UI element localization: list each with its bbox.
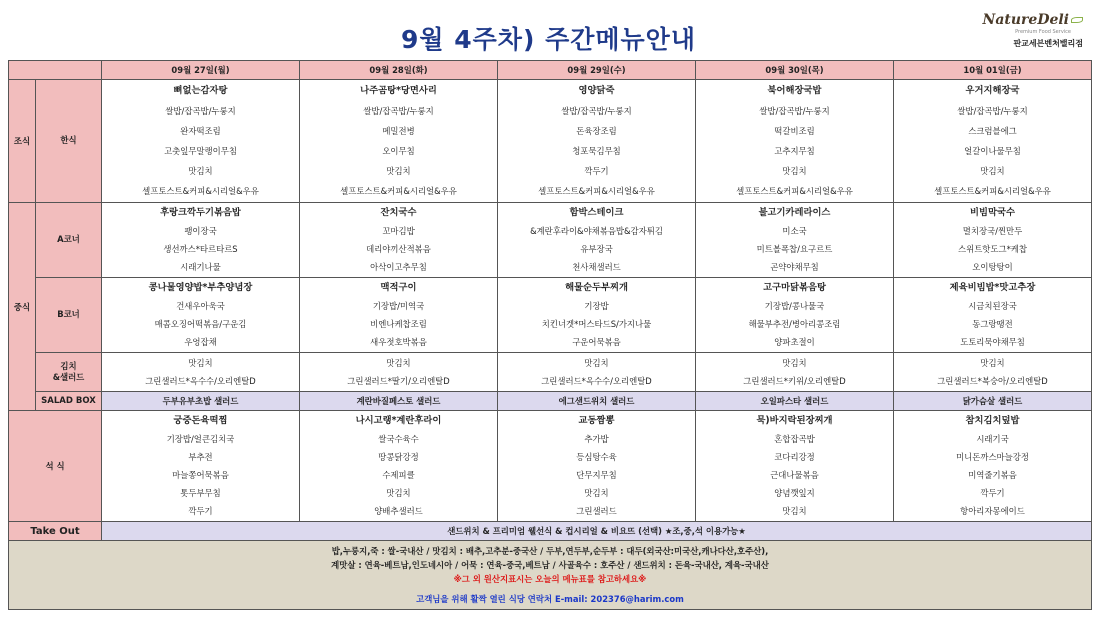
menu-item-main: 북어해장국밥 xyxy=(767,85,822,96)
menu-item: 쌀밥/잡곡밥/누룽지 xyxy=(363,106,434,116)
kimchi-salad-cell xyxy=(696,353,894,392)
day-header-row xyxy=(9,61,1092,80)
menu-item-main: 고구마닭볶음탕 xyxy=(763,282,826,293)
menu-item: 맛김치 xyxy=(386,166,411,176)
menu-item: 그린샐러드*복숭아/오리엔탈D xyxy=(937,376,1048,386)
menu-item: 기장밥/미역국 xyxy=(372,301,425,311)
menu-item-main: 뼈없는감자탕 xyxy=(173,85,228,96)
breakfast-cell xyxy=(696,80,894,203)
menu-item: 생선까스*타르타르S xyxy=(163,244,238,254)
menu-item-main: 잔치국수 xyxy=(380,207,417,218)
menu-item-main: 제육비빔밥*맛고추장 xyxy=(949,282,1036,293)
menu-item: 완자떡조림 xyxy=(180,126,221,136)
menu-item: 등심탕수육 xyxy=(576,452,617,462)
menu-item-main: 함박스테이크 xyxy=(569,207,624,218)
menu-item-main: 영양닭죽 xyxy=(578,85,615,96)
menu-item-main: 나시고랭*계란후라이 xyxy=(355,415,442,426)
lunch-b-cell xyxy=(696,278,894,353)
menu-item: 마늘쫑어묵볶음 xyxy=(172,470,229,480)
menu-item-main: 맥적구이 xyxy=(380,282,417,293)
menu-item: 천사채샐러드 xyxy=(572,262,621,272)
meal-label-dinner: 석 식 xyxy=(9,411,102,522)
menu-item: 그린샐러드*옥수수/오리엔탈D xyxy=(145,376,256,386)
menu-item: 치킨너겟*머스타드S/가지나물 xyxy=(541,319,652,329)
menu-item: 아삭이고추무침 xyxy=(370,262,427,272)
menu-item: 스위트핫도그*케찹 xyxy=(958,244,1027,254)
menu-item: 그린샐러드 xyxy=(576,506,617,516)
store-name: 판교세븐벤처밸리점 xyxy=(1013,39,1083,48)
brand-tagline: Premium Food Service xyxy=(1015,29,1071,35)
day-header: 09월 29일(수) xyxy=(498,61,696,80)
menu-item: 미소국 xyxy=(782,226,807,236)
course-label-b: B코너 xyxy=(36,278,102,353)
meal-label-lunch: 중식 xyxy=(9,203,36,411)
menu-item-main: 궁중돈육떡찜 xyxy=(173,415,228,426)
menu-item: 맛김치 xyxy=(386,358,411,368)
salad-box-cell: 에그샌드위치 샐러드 xyxy=(498,392,696,411)
menu-item: 톳두부무침 xyxy=(180,488,221,498)
day-header: 10월 01일(금) xyxy=(894,61,1092,80)
menu-item: 셀프토스트&커피&시리얼&우유 xyxy=(934,186,1051,196)
menu-item: 맛김치 xyxy=(782,358,807,368)
menu-item: 쌀국수육수 xyxy=(378,434,419,444)
menu-item: 해물부추전/병아리콩조림 xyxy=(748,319,841,329)
day-header: 09월 27일(월) xyxy=(102,61,300,80)
menu-item: 건새우아욱국 xyxy=(176,301,225,311)
lunch-b-cell xyxy=(300,278,498,353)
menu-item: 맛김치 xyxy=(386,488,411,498)
lunch-b-cell xyxy=(498,278,696,353)
course-label-korean: 한식 xyxy=(36,80,102,203)
menu-item: 오이탕탕이 xyxy=(972,262,1013,272)
menu-item: 수제피클 xyxy=(382,470,415,480)
menu-item: 매콤오징어떡볶음/구운김 xyxy=(154,319,247,329)
dinner-cell xyxy=(894,411,1092,522)
menu-item: 깍두기 xyxy=(980,488,1005,498)
day-header: 09월 30일(목) xyxy=(696,61,894,80)
menu-item: 맛김치 xyxy=(980,166,1005,176)
dinner-cell xyxy=(102,411,300,522)
menu-item: 시금치된장국 xyxy=(968,301,1017,311)
menu-item: 쌀밥/잡곡밥/누룽지 xyxy=(759,106,830,116)
menu-item: 양념깻잎지 xyxy=(774,488,815,498)
menu-item-main: 교동짬뽕 xyxy=(578,415,615,426)
menu-item: 그린샐러드*딸기/오리엔탈D xyxy=(347,376,450,386)
menu-item: 땅콩닭강정 xyxy=(378,452,419,462)
menu-item: 셀프토스트&커피&시리얼&우유 xyxy=(142,186,259,196)
take-out-text: 샌드위치 & 프리미엄 웰선식 & 컵시리얼 & 비요뜨 (선택) ★조,중,석 이용가능★ xyxy=(102,522,1092,541)
menu-item: 미니돈까스마늘강정 xyxy=(956,452,1029,462)
menu-item-main: 우거지해장국 xyxy=(965,85,1020,96)
menu-item: 시래기국 xyxy=(976,434,1009,444)
dinner-cell xyxy=(300,411,498,522)
page-title: 9월 4주차) 주간메뉴안내 xyxy=(401,25,696,54)
lunch-b-cell xyxy=(894,278,1092,353)
lunch-a-cell xyxy=(894,203,1092,278)
menu-item: 양배추샐러드 xyxy=(374,506,423,516)
lunch-a-row xyxy=(9,203,1092,278)
menu-item: 도토리묵야채무침 xyxy=(960,337,1025,347)
salad-label: &샐러드 xyxy=(52,372,85,382)
dinner-cell xyxy=(696,411,894,522)
course-label-salad-box: SALAD BOX xyxy=(36,392,102,411)
kimchi-salad-cell xyxy=(102,353,300,392)
corner-header-cell xyxy=(9,61,102,80)
menu-item: 맛김치 xyxy=(782,506,807,516)
origin-info-line-2: 계맛살 : 연육-베트남,인도네시아 / 어묵 : 연육-중국,베트남 / 사골육수 : 호주산 / 샌드위치 : 돈육-국내산, 계육-국내산 xyxy=(331,560,769,570)
menu-item-main: 콩나물영양밥*부추양념장 xyxy=(148,282,253,293)
lunch-a-cell xyxy=(300,203,498,278)
menu-item: 동그랑땡전 xyxy=(972,319,1013,329)
breakfast-cell xyxy=(102,80,300,203)
menu-item: 미역줄기볶음 xyxy=(968,470,1017,480)
take-out-label: Take Out xyxy=(9,522,102,541)
menu-item: 고추지무침 xyxy=(774,146,815,156)
lunch-a-cell xyxy=(498,203,696,278)
footer-cell xyxy=(9,541,1092,610)
menu-item: 맛김치 xyxy=(188,166,213,176)
menu-item: 미트볼폭찹/요구르트 xyxy=(756,244,833,254)
menu-item: 멸치장국/찐만두 xyxy=(962,226,1023,236)
lunch-b-row xyxy=(9,278,1092,353)
menu-item: 근대나물볶음 xyxy=(770,470,819,480)
weekly-menu-table xyxy=(8,60,1092,610)
salad-box-cell: 계란바질페스토 샐러드 xyxy=(300,392,498,411)
menu-item: 유부장국 xyxy=(580,244,613,254)
kimchi-label: 김치 xyxy=(60,360,77,371)
meal-label-breakfast: 조식 xyxy=(9,80,36,203)
menu-item: 쌀밥/잡곡밥/누룽지 xyxy=(561,106,632,116)
menu-item: 셀프토스트&커피&시리얼&우유 xyxy=(340,186,457,196)
dinner-row xyxy=(9,411,1092,522)
menu-item-main: 후랑크깍두기볶음밥 xyxy=(160,207,241,218)
menu-item: 양파초절이 xyxy=(774,337,815,347)
origin-info-line-1: 밥,누룽지,죽 : 쌀-국내산 / 맛김치 : 배추,고추분-중국산 / 두부,연두부,순두부 : 대두(외국산:미국산,캐나다산,호주산), xyxy=(331,546,769,556)
salad-box-cell: 닭가슴살 샐러드 xyxy=(894,392,1092,411)
menu-item: 쌀밥/잡곡밥/누룽지 xyxy=(957,106,1028,116)
breakfast-cell xyxy=(894,80,1092,203)
menu-item: 얼갈이나물무침 xyxy=(964,146,1021,156)
course-label-kimchi-salad xyxy=(36,353,102,392)
menu-item: 떡갈비조림 xyxy=(774,126,815,136)
lunch-a-cell xyxy=(696,203,894,278)
salad-box-row xyxy=(9,392,1092,411)
menu-item: 꼬마김밥 xyxy=(382,226,415,236)
menu-item: 단무지무침 xyxy=(576,470,617,480)
origin-note: ※그 외 원산지표시는 오늘의 메뉴표를 참고하세요※ xyxy=(453,574,647,584)
menu-item: 항아리자몽에이드 xyxy=(960,506,1025,516)
menu-item: 기장밥/콩나물국 xyxy=(764,301,825,311)
menu-item: 셀프토스트&커피&시리얼&우유 xyxy=(538,186,655,196)
kimchi-salad-row xyxy=(9,353,1092,392)
leaf-icon xyxy=(1071,17,1083,23)
menu-item-main: 묵)바지락된장찌개 xyxy=(756,415,833,426)
lunch-a-cell xyxy=(102,203,300,278)
menu-item: 비엔나케찹조림 xyxy=(370,319,427,329)
menu-item: 오이무침 xyxy=(382,146,415,156)
kimchi-salad-cell xyxy=(498,353,696,392)
menu-item: 맛김치 xyxy=(584,358,609,368)
contact-info: 고객님을 위해 활짝 열린 식당 연락처 E-mail: 202376@harim.com xyxy=(416,594,684,604)
menu-item-main: 해물순두부찌개 xyxy=(565,282,628,293)
menu-item: 기장밥/얼큰김치국 xyxy=(166,434,235,444)
menu-item: 혼합잡곡밥 xyxy=(774,434,815,444)
lunch-b-cell xyxy=(102,278,300,353)
breakfast-cell xyxy=(300,80,498,203)
menu-item: 기장밥 xyxy=(584,301,609,311)
menu-item: 추가밥 xyxy=(584,434,609,444)
menu-item: 데리야끼산적볶음 xyxy=(366,244,431,254)
menu-item: 셀프토스트&커피&시리얼&우유 xyxy=(736,186,853,196)
breakfast-row xyxy=(9,80,1092,203)
menu-item: 그린샐러드*옥수수/오리엔탈D xyxy=(541,376,652,386)
kimchi-salad-cell xyxy=(300,353,498,392)
menu-item-main: 참치김치덮밥 xyxy=(965,415,1020,426)
brand-logo xyxy=(963,12,1083,49)
salad-box-cell: 두부유부초밥 샐러드 xyxy=(102,392,300,411)
menu-item: 곤약야채무침 xyxy=(770,262,819,272)
menu-item: 깍두기 xyxy=(584,166,609,176)
menu-item: 시래기나물 xyxy=(180,262,221,272)
menu-item: 메밀전병 xyxy=(382,126,415,136)
menu-item: 팽이장국 xyxy=(184,226,217,236)
take-out-row xyxy=(9,522,1092,541)
menu-item: 우엉잡채 xyxy=(184,337,217,347)
menu-item: 코다리강정 xyxy=(774,452,815,462)
dinner-cell xyxy=(498,411,696,522)
footer-row xyxy=(9,541,1092,610)
kimchi-salad-cell xyxy=(894,353,1092,392)
menu-item: 맛김치 xyxy=(584,488,609,498)
menu-item: 스크럼블에그 xyxy=(968,126,1017,136)
menu-item: 맛김치 xyxy=(188,358,213,368)
menu-item: 맛김치 xyxy=(782,166,807,176)
salad-box-cell: 오일파스타 샐러드 xyxy=(696,392,894,411)
menu-item: 새우젓호박볶음 xyxy=(370,337,427,347)
menu-item: &계란후라이&야채볶음밥&감자튀김 xyxy=(530,226,663,236)
menu-item: 맛김치 xyxy=(980,358,1005,368)
menu-item: 고춧잎무말랭이무침 xyxy=(164,146,237,156)
menu-item: 쌀밥/잡곡밥/누룽지 xyxy=(165,106,236,116)
menu-item: 깍두기 xyxy=(188,506,213,516)
course-label-a: A코너 xyxy=(36,203,102,278)
menu-item: 돈육장조림 xyxy=(576,126,617,136)
brand-name: NatureDeli xyxy=(982,12,1069,28)
day-header: 09월 28일(화) xyxy=(300,61,498,80)
breakfast-cell xyxy=(498,80,696,203)
menu-item: 구운어묵볶음 xyxy=(572,337,621,347)
menu-item-main: 불고기카레라이스 xyxy=(758,207,831,218)
menu-item: 청포묵김무침 xyxy=(572,146,621,156)
menu-item-main: 나주곰탕*당면사리 xyxy=(360,85,437,96)
menu-item-main: 비빔막국수 xyxy=(970,207,1015,218)
menu-item: 부추전 xyxy=(188,452,213,462)
menu-item: 그린샐러드*키위/오리엔탈D xyxy=(743,376,846,386)
